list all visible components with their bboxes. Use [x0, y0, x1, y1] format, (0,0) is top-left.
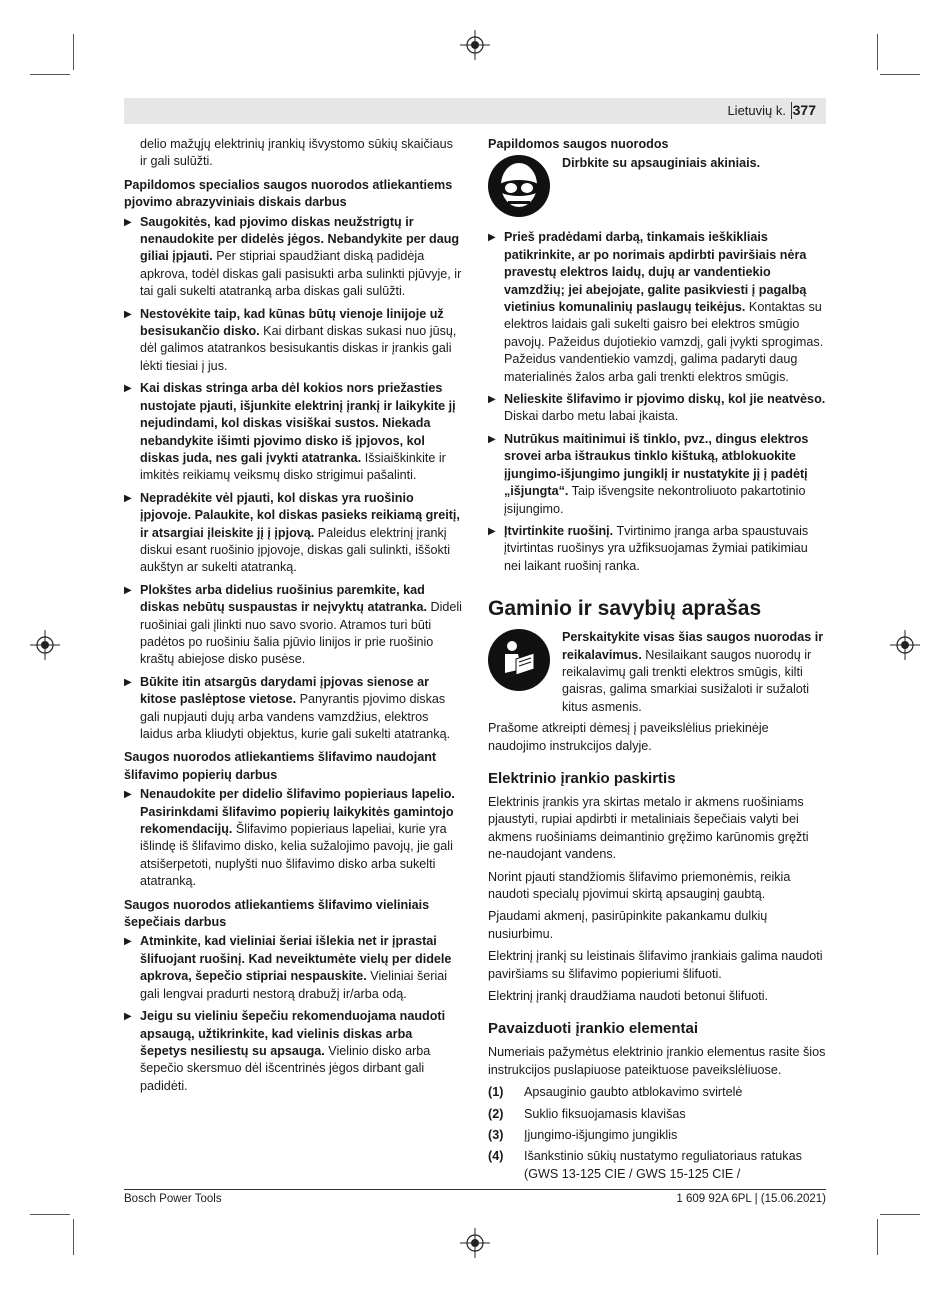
- registration-mark-icon: [30, 630, 60, 660]
- part-number: (4): [488, 1149, 504, 1164]
- bullet-item: [488, 229, 826, 386]
- bullet-item: [124, 214, 462, 301]
- crop-mark: [73, 34, 74, 70]
- bullet-item: [488, 523, 826, 575]
- bullet-text: Per stipriai spaudžiant diską padidėja apkrova, todėl diskas gali pasisukti arba sulinkti pjūvyje, ir tai gali sukelti atatranką arba diskas gali sulūžti.: [140, 249, 462, 299]
- footer-rule: [124, 1189, 826, 1190]
- part-number: (3): [488, 1128, 504, 1143]
- bullet-bold: Nestovėkite taip, kad kūnas būtų vienoje linijoje už besisukančio disko.: [140, 306, 444, 339]
- section-heading: Saugos nuorodos atliekantiems šlifavimo vieliniais šepečiais darbus: [124, 897, 430, 930]
- bullet-text: Vielinio disko arba šepečio skersmuo dėl išcentrinės jėgos dirbant gali padidėti.: [140, 1043, 431, 1093]
- section-title: Gaminio ir savybių aprašas: [488, 597, 762, 621]
- crop-mark: [30, 74, 70, 75]
- crop-mark: [73, 1219, 74, 1255]
- registration-mark-icon: [890, 630, 920, 660]
- footer-docnum: 1 609 92A 6PL | (15.06.2021): [676, 1193, 826, 1205]
- bullet-text: Vieliniai šeriai gali lengvai pradurti nestorą drabužį ir/arba odą.: [140, 969, 448, 1001]
- bullet-bold: Kai diskas stringa arba dėl kokios nors priežasties nustojate pjauti, išjunkite elektrinį įrankį ir laikykite jį nejudindami, kol diskas visiškai sustos. Niekada nebandykite išimti pjovimo disko iš įpjovos, kol diskas juda, nes gali įvykti atatranka.: [140, 381, 456, 465]
- read-manual-text: [562, 629, 826, 716]
- registration-mark-icon: [460, 1228, 490, 1258]
- bullet-text: Išsiaiškinkite ir imkitės reikiamų veiksmų disko strigimui pašalinti.: [140, 450, 446, 483]
- parts-list-item: [488, 1084, 826, 1101]
- crop-mark: [880, 74, 920, 75]
- section-heading: Saugos nuorodos atliekantiems šlifavimo naudojant šlifavimo popierių darbus: [124, 750, 437, 782]
- bullet-bold: Prieš pradėdami darbą, tinkamais ieškikliais patikrinkite, ar po norimais apdirbti paviršiais nėra pravestų elektros laidų, dujų ar vandentiekio vamzdžių; jei abejojate, galite pasikviesti į pagalbą vietinius komunalinių paslaugų teikėjus.: [504, 230, 807, 315]
- paragraph: Numeriais pažymėtus elektrinio įrankio elementus rasite šios instrukcijos puslapiuose pateiktuose paveikslėliuose.: [488, 1045, 826, 1077]
- part-label: Apsauginio gaubto atblokavimo svirtelė: [524, 1085, 743, 1100]
- bullet-text: Panyrantis pjovimo diskas gali nupjauti dujų arba vandens vamzdžius, elektros laidus arba kliudyti objektus, kurie gali sukelti atatranką.: [140, 692, 451, 741]
- bullet-text: Paleidus elektrinį įrankį diskui esant ruošinio įpjovoje, diskas gali sulinkti, iššokti aukštyn ar sukelti atatranką.: [140, 525, 451, 575]
- bullet-bold: Nelieskite šlifavimo ir pjovimo diskų, kol jie neatvėso.: [504, 392, 826, 407]
- goggles-warning: [488, 155, 826, 217]
- bullet-text: Diskai darbo metu labai įkaista.: [504, 409, 679, 424]
- footer-brand: Bosch Power Tools: [124, 1193, 222, 1205]
- crop-mark: [30, 1214, 70, 1215]
- crop-mark: [880, 1214, 920, 1215]
- bullet-text: Šlifavimo popieriaus lapeliai, kurie yra išlindę iš šlifavimo disko, kelia sužalojimo pavojų, jie gali atsišerpetoti, nuplyšti nuo šlifavimo disko arba sukelti atatranką.: [140, 822, 453, 889]
- paragraph: Prašome atkreipti dėmesį į paveikslėlius priekinėje naudojimo instrukcijos dalyje.: [488, 721, 769, 753]
- parts-list-item: [488, 1148, 826, 1183]
- bullet-bold: Nepradėkite vėl pjauti, kol diskas yra ruošinio įpjovoje. Palaukite, kol diskas pasieks reikiamą greitį, ir atsargiai įleiskite jį į įpjovą.: [140, 490, 460, 540]
- bullet-bold: Būkite itin atsargūs darydami įpjovas sienose ar kitose paslėptose vietose.: [140, 674, 430, 707]
- bullet-bold: Nutrūkus maitinimui iš tinklo, pvz., dingus elektros srovei arba ištraukus tinklo kištuką, atblokuokite įjungimo-išjungimo jungiklį ir nustatykite jį į padėtį „išjungta“.: [504, 431, 809, 499]
- safety-goggles-icon: [488, 155, 550, 217]
- part-label: Įjungimo-išjungimo jungiklis: [524, 1128, 678, 1143]
- bullet-text: Kai dirbant diskas sukasi nuo jūsų, dėl galimos atatrankos besisukantis diskas ir įrankis gali lėkti tiesiai į jus.: [140, 324, 457, 373]
- crop-mark: [877, 34, 878, 70]
- page-header: [124, 98, 826, 124]
- bullet-item: [124, 490, 462, 577]
- paragraph: Elektrinį įrankį su leistinais šlifavimo įrankiais galima naudoti paviršiams su šlifavimo popieriumi šlifuoti.: [488, 949, 823, 981]
- parts-list-item: [488, 1106, 826, 1123]
- bullet-bold: Saugokitės, kad pjovimo diskas neužstrigtų ir nenaudokite per didelės jėgos. Nebandykite per daug giliai įpjauti.: [140, 214, 460, 264]
- bullet-text: Taip išvengsite nekontroliuoto pakartotinio įsijungimo.: [504, 484, 806, 516]
- paragraph: Pjaudami akmenį, pasirūpinkite pakankamu dulkių nusiurbimu.: [488, 909, 768, 941]
- part-number: (2): [488, 1106, 504, 1121]
- bullet-bold: Įtvirtinkite ruošinį.: [504, 523, 614, 538]
- header-language: Lietuvių k.: [727, 103, 786, 118]
- bullet-text: Tvirtinimo įranga arba spaustuvais įtvirtintas ruošinys yra užfiksuojamas žymiai patikimiau nei laikant ruošinį ranka.: [504, 523, 809, 573]
- bullet-item: [124, 674, 462, 744]
- page-number: 377: [792, 102, 816, 118]
- bullet-item: [124, 380, 462, 484]
- section-heading: Papildomos saugos nuorodos: [488, 137, 669, 151]
- registration-mark-icon: [460, 30, 490, 60]
- bullet-bold: Atminkite, kad vieliniai šeriai išlekia net ir įprastai šlifuojant ruošinį. Kad neveiktumėte vielų per didele apkrova, šepečio stipriai nespauskite.: [140, 934, 452, 984]
- paragraph: Norint pjauti standžiomis šlifavimo priemonėmis, reikia naudoti specialų pjovimui skirtą apsauginį gaubtą.: [488, 869, 791, 901]
- paragraph: delio mažųjų elektrinių įrankių išvystomo sūkių skaičiaus ir gali sulūžti.: [140, 137, 453, 169]
- read-manual-icon: [488, 629, 550, 691]
- bullet-bold: Nenaudokite per didelio šlifavimo popieriaus lapelio. Pasirinkdami šlifavimo popierių laikykitės gamintojo rekomendacijų.: [140, 787, 455, 837]
- bullet-item: [124, 1008, 462, 1095]
- paragraph: Elektrinis įrankis yra skirtas metalo ir akmens ruošiniams pjaustyti, rupiai apdirbti ir metaliniais šepečiais valyti bei akmens ruošiniams deimantinio gręžimo karūnomis gręžti ne-naudojant vandens.: [488, 794, 809, 862]
- left-column: [124, 136, 462, 1100]
- bullet-text: Kontaktas su elektros laidais gali sukelti gaisro bei elektros smūgio pavojų. Pažeidus dujotiekio vamzdį, gali įvykti sprogimas. Pažeidus vandentiekio vamzdį, galima padaryti daug materialinės žalos arba gali trenkti elektros smūgis.: [504, 300, 824, 384]
- bullet-item: [488, 431, 826, 518]
- read-text: Nesilaikant saugos nuorodų ir reikalavimų gali trenkti elektros smūgis, kilti gaisras, galima smarkiai susižaloti ir sužaloti kitus asmenis.: [562, 647, 812, 714]
- bullet-bold: Plokštes arba didelius ruošinius paremkite, kad diskas nebūtų suspaustas ir neįvyktų atatranka.: [140, 582, 427, 615]
- bullet-bold: Jeigu su vieliniu šepečiu rekomenduojama naudoti apsaugą, užtikrinkite, kad vielinis diskas arba šepetys nesiliestų su apsauga.: [140, 1009, 446, 1058]
- bullet-item: [124, 786, 462, 890]
- part-number: (1): [488, 1085, 504, 1100]
- right-column: [488, 136, 826, 1187]
- read-manual-warning: [488, 629, 826, 716]
- part-label: Išankstinio sūkių nustatymo reguliatoriaus ratukas (GWS 13-125 CIE / GWS 15-125 CIE /: [524, 1149, 802, 1181]
- section-heading: Papildomos specialios saugos nuorodos atliekantiems pjovimo abrazyviniais diskais darbus: [124, 177, 453, 210]
- goggles-text: Dirbkite su apsauginiais akiniais.: [562, 156, 761, 171]
- part-label: Suklio fiksuojamasis klavišas: [524, 1106, 686, 1121]
- subsection-heading: Elektrinio įrankio paskirtis: [488, 769, 676, 787]
- crop-mark: [877, 1219, 878, 1255]
- subsection-heading: Pavaizduoti įrankio elementai: [488, 1020, 699, 1038]
- parts-list-item: [488, 1127, 826, 1144]
- bullet-text: Dideli ruošiniai gali įlinkti nuo savo svorio. Atramos turi būti padėtos po ruošiniu šalia pjūvio linijos ir prie ruošinio kraštų abiejose disko pusėse.: [140, 600, 462, 667]
- bullet-item: [124, 306, 462, 376]
- bullet-item: [488, 391, 826, 426]
- read-bold: Perskaitykite visas šias saugos nuorodas ir reikalavimus.: [562, 630, 824, 662]
- paragraph: Elektrinį įrankį draudžiama naudoti betonui šlifuoti.: [488, 989, 769, 1004]
- bullet-item: [124, 933, 462, 1003]
- bullet-item: [124, 582, 462, 669]
